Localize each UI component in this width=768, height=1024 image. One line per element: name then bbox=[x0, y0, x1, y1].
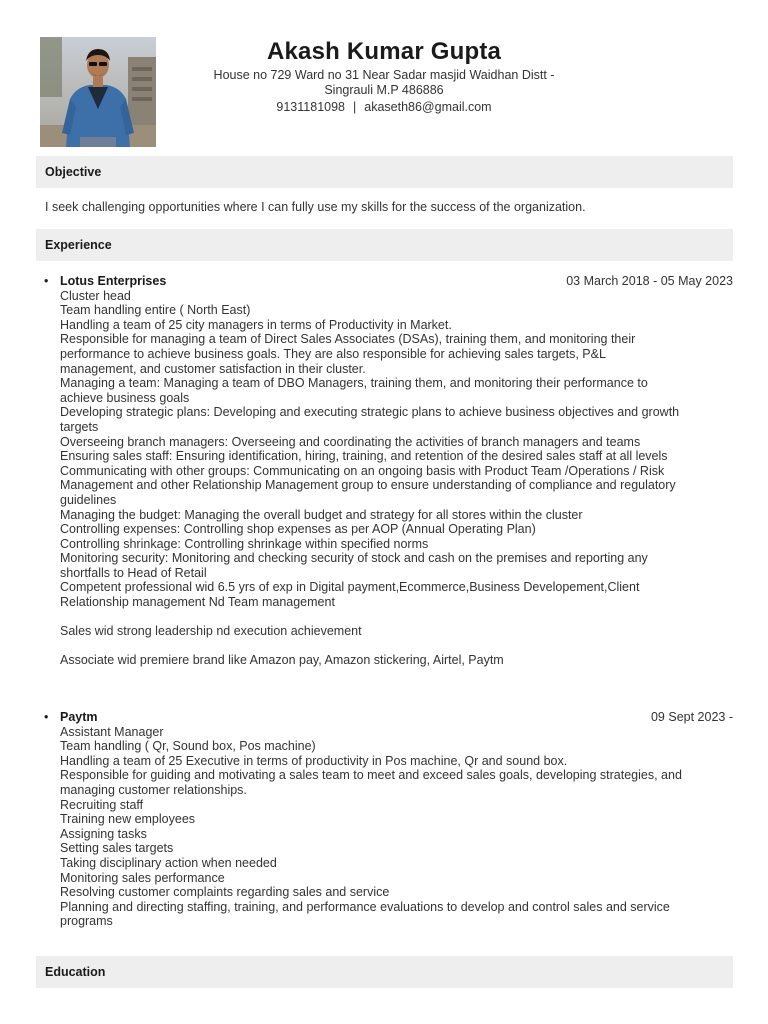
job-description bbox=[60, 725, 733, 929]
job-description-line: Handling a team of 25 Executive in terms of productivity in Pos machine, Qr and sound box. bbox=[60, 753, 568, 768]
bullet-dot: • bbox=[44, 274, 49, 288]
job-entry-lotus bbox=[44, 274, 733, 668]
job-description-line: Cluster head bbox=[60, 288, 131, 303]
blank-line bbox=[60, 639, 733, 654]
education-heading: Education bbox=[36, 956, 733, 988]
job-description-line: Assistant Manager bbox=[60, 724, 164, 739]
job-description-line: Responsible for managing a team of Direct Sales Associates (DSAs), training them, and monitoring their bbox=[60, 332, 636, 347]
phone-number: 9131181098 bbox=[276, 100, 345, 114]
job-description-line: Monitoring security: Monitoring and checking security of stock and cash on the premises and reporting any bbox=[60, 551, 648, 566]
job-description-line: Sales wid strong leadership nd execution achievement bbox=[60, 624, 362, 639]
job-description-line: Taking disciplinary action when needed bbox=[60, 855, 277, 870]
job-description-line: Handling a team of 25 city managers in terms of Productivity in Market. bbox=[60, 317, 452, 332]
job-description-line: Ensuring sales staff: Ensuring identification, hiring, training, and retention of the desired sales staff at all levels bbox=[60, 449, 668, 464]
job-description-line: Overseeing branch managers: Overseeing and coordinating the activities of branch managers and teams bbox=[60, 434, 641, 449]
job-description-line: Managing the budget: Managing the overall budget and strategy for all stores within the cluster bbox=[60, 507, 583, 522]
company-name: Lotus Enterprises bbox=[60, 274, 167, 288]
job-entry-paytm bbox=[44, 710, 733, 929]
job-description-line: targets bbox=[60, 419, 99, 434]
job-description-line: performance to achieve business goals. They are also responsible for achieving sales targets, P&L bbox=[60, 346, 606, 361]
email-address: akaseth86@gmail.com bbox=[364, 100, 492, 114]
job-description bbox=[60, 289, 733, 668]
job-description-line: Communicating with other groups: Communicating on an ongoing basis with Product Team /Operations / Risk bbox=[60, 463, 665, 478]
job-description-line: Assigning tasks bbox=[60, 826, 147, 841]
job-description-line: Training new employees bbox=[60, 812, 196, 827]
job-description-line: Team handling entire ( North East) bbox=[60, 303, 251, 318]
job-description-line: achieve business goals bbox=[60, 390, 190, 405]
job-description-line: Developing strategic plans: Developing and executing strategic plans to achieve business objectives and growth bbox=[60, 405, 680, 420]
contact-separator: | bbox=[353, 100, 357, 114]
objective-heading: Objective bbox=[36, 156, 733, 188]
job-description-line: Managing a team: Managing a team of DBO Managers, training them, and monitoring their performance to bbox=[60, 376, 648, 391]
address bbox=[184, 68, 584, 97]
candidate-name: Akash Kumar Gupta bbox=[266, 38, 502, 65]
company-name: Paytm bbox=[60, 710, 98, 724]
job-description-line: programs bbox=[60, 914, 113, 929]
job-description-line: Controlling shrinkage: Controlling shrinkage within specified norms bbox=[60, 536, 429, 551]
job-description-line: Monitoring sales performance bbox=[60, 870, 225, 885]
job-description-line: Team handling ( Qr, Sound box, Pos machine) bbox=[60, 739, 316, 754]
job-description-line: managing customer relationships. bbox=[60, 782, 247, 797]
job-description-line: Setting sales targets bbox=[60, 841, 174, 856]
job-description-line: shortfalls to Head of Retail bbox=[60, 565, 207, 580]
profile-photo bbox=[40, 37, 156, 147]
job-description-line: Controlling expenses: Controlling shop expenses as per AOP (Annual Operating Plan) bbox=[60, 522, 536, 537]
job-description-line: Responsible for guiding and motivating a sales team to meet and exceed sales goals, developing strategies, and bbox=[60, 768, 682, 783]
experience-heading: Experience bbox=[36, 229, 733, 261]
address-line-1: House no 729 Ward no 31 Near Sadar masjid Waidhan Distt - bbox=[213, 68, 555, 82]
contact-line bbox=[184, 100, 584, 115]
bullet-dot: • bbox=[44, 710, 49, 724]
objective-text: I seek challenging opportunities where I can fully use my skills for the success of the organization. bbox=[45, 200, 586, 214]
job-description-line: Planning and directing staffing, training, and performance evaluations to develop and control sales and service bbox=[60, 899, 670, 914]
job-description-line: Resolving customer complaints regarding sales and service bbox=[60, 885, 390, 900]
job-description-line: management, and customer satisfaction in their cluster. bbox=[60, 361, 366, 376]
job-description-line: Recruiting staff bbox=[60, 797, 144, 812]
job-description-line: Relationship management Nd Team management bbox=[60, 595, 335, 610]
blank-line bbox=[60, 610, 733, 625]
job-description-line: Management and other Relationship Management group to ensure understanding of compliance and regulatory bbox=[60, 478, 676, 493]
job-description-line: Competent professional wid 6.5 yrs of exp in Digital payment,Ecommerce,Business Developement,Client bbox=[60, 580, 640, 595]
job-description-line: guidelines bbox=[60, 492, 117, 507]
address-line-2: Singrauli M.P 486886 bbox=[324, 82, 444, 97]
job-description-line: Associate wid premiere brand like Amazon pay, Amazon stickering, Airtel, Paytm bbox=[60, 653, 504, 668]
job-dates: 03 March 2018 - 05 May 2023 bbox=[566, 274, 733, 288]
job-dates: 09 Sept 2023 - bbox=[650, 710, 733, 724]
